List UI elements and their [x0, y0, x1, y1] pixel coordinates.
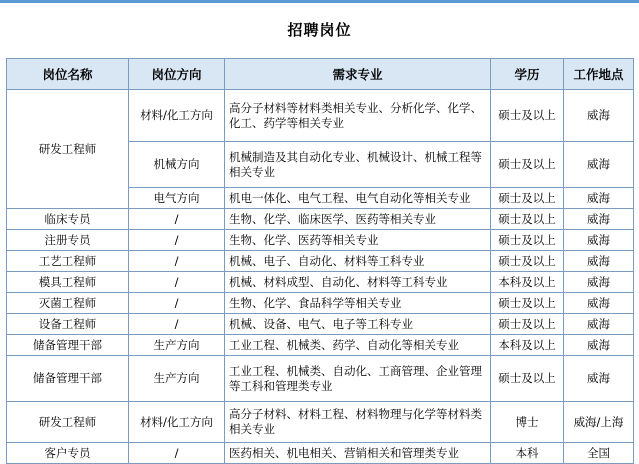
- position-direction: /: [129, 209, 225, 230]
- required-major: 机械制造及其自动化专业、机械设计、机械工程等相关专业: [225, 142, 491, 188]
- table-row: [7, 443, 634, 464]
- degree: 博士: [491, 402, 564, 443]
- position-direction: 生产方向: [129, 356, 225, 402]
- table-row: [7, 230, 634, 251]
- degree: 硕士及以上: [491, 188, 564, 209]
- degree: 硕士及以上: [491, 209, 564, 230]
- degree: 硕士及以上: [491, 314, 564, 335]
- table-row: [7, 293, 634, 314]
- degree: 本科: [491, 443, 564, 464]
- required-major: 医药相关、机电相关、营销相关和管理类专业: [225, 443, 491, 464]
- header-cell: 需求专业: [225, 59, 491, 90]
- position-name: 研发工程师: [7, 90, 129, 209]
- top-rule: [0, 0, 639, 3]
- work-location: 威海: [564, 356, 634, 402]
- position-name: 灭菌工程师: [7, 293, 129, 314]
- position-name: 模具工程师: [7, 272, 129, 293]
- position-direction: /: [129, 314, 225, 335]
- position-direction: 材料/化工方向: [129, 90, 225, 142]
- header-cell: 工作地点: [564, 59, 634, 90]
- degree: 硕士及以上: [491, 230, 564, 251]
- position-name: 临床专员: [7, 209, 129, 230]
- required-major: 工业工程、机械类、药学、自动化等相关专业: [225, 335, 491, 356]
- position-name: 工艺工程师: [7, 251, 129, 272]
- position-direction: /: [129, 251, 225, 272]
- position-direction: 材料/化工方向: [129, 402, 225, 443]
- required-major: 机电一体化、电气工程、电气自动化等相关专业: [225, 188, 491, 209]
- position-name: 注册专员: [7, 230, 129, 251]
- header-cell: 岗位名称: [7, 59, 129, 90]
- page-title: 招聘岗位: [287, 21, 352, 39]
- work-location: 威海/上海: [564, 402, 634, 443]
- position-direction: 机械方向: [129, 142, 225, 188]
- table-row: [7, 272, 634, 293]
- position-direction: 电气方向: [129, 188, 225, 209]
- degree: 硕士及以上: [491, 251, 564, 272]
- table-row: [7, 335, 634, 356]
- required-major: 高分子材料、材料工程、材料物理与化学等材料类相关专业: [225, 402, 491, 443]
- degree: 硕士及以上: [491, 142, 564, 188]
- position-name: 储备管理干部: [7, 356, 129, 402]
- table-header-row: [7, 59, 634, 90]
- required-major: 生物、化学、食品科学等相关专业: [225, 293, 491, 314]
- work-location: 威海: [564, 188, 634, 209]
- position-name: 研发工程师: [7, 402, 129, 443]
- position-name: 储备管理干部: [7, 335, 129, 356]
- position-direction: 生产方向: [129, 335, 225, 356]
- table-row: [7, 251, 634, 272]
- required-major: 机械、电子、自动化、材料等工科专业: [225, 251, 491, 272]
- required-major: 生物、化学、医药等相关专业: [225, 230, 491, 251]
- position-direction: /: [129, 443, 225, 464]
- jobs-table: [6, 58, 634, 464]
- work-location: 威海: [564, 90, 634, 142]
- required-major: 机械、材料成型、自动化、材料等工科专业: [225, 272, 491, 293]
- position-direction: /: [129, 230, 225, 251]
- work-location: 威海: [564, 209, 634, 230]
- work-location: 威海: [564, 272, 634, 293]
- header-cell: 学历: [491, 59, 564, 90]
- work-location: 威海: [564, 335, 634, 356]
- table-row: [7, 90, 634, 142]
- table-row: [7, 209, 634, 230]
- position-name: 客户专员: [7, 443, 129, 464]
- position-name: 设备工程师: [7, 314, 129, 335]
- required-major: 生物、化学、临床医学、医药等相关专业: [225, 209, 491, 230]
- degree: 本科及以上: [491, 272, 564, 293]
- table-row: [7, 314, 634, 335]
- work-location: 威海: [564, 142, 634, 188]
- required-major: 机械、设备、电气、电子等工科专业: [225, 314, 491, 335]
- degree: 硕士及以上: [491, 90, 564, 142]
- work-location: 威海: [564, 314, 634, 335]
- degree: 本科及以上: [491, 335, 564, 356]
- work-location: 全国: [564, 443, 634, 464]
- table-row: [7, 402, 634, 443]
- degree: 硕士及以上: [491, 356, 564, 402]
- degree: 硕士及以上: [491, 293, 564, 314]
- table-row: [7, 356, 634, 402]
- position-direction: /: [129, 272, 225, 293]
- work-location: 威海: [564, 230, 634, 251]
- header-cell: 岗位方向: [129, 59, 225, 90]
- work-location: 威海: [564, 293, 634, 314]
- position-direction: /: [129, 293, 225, 314]
- required-major: 高分子材料等材料类相关专业、分析化学、化学、化工、药学等相关专业: [225, 90, 491, 142]
- required-major: 工业工程、机械类、自动化、工商管理、企业管理等工科和管理类专业: [225, 356, 491, 402]
- work-location: 威海: [564, 251, 634, 272]
